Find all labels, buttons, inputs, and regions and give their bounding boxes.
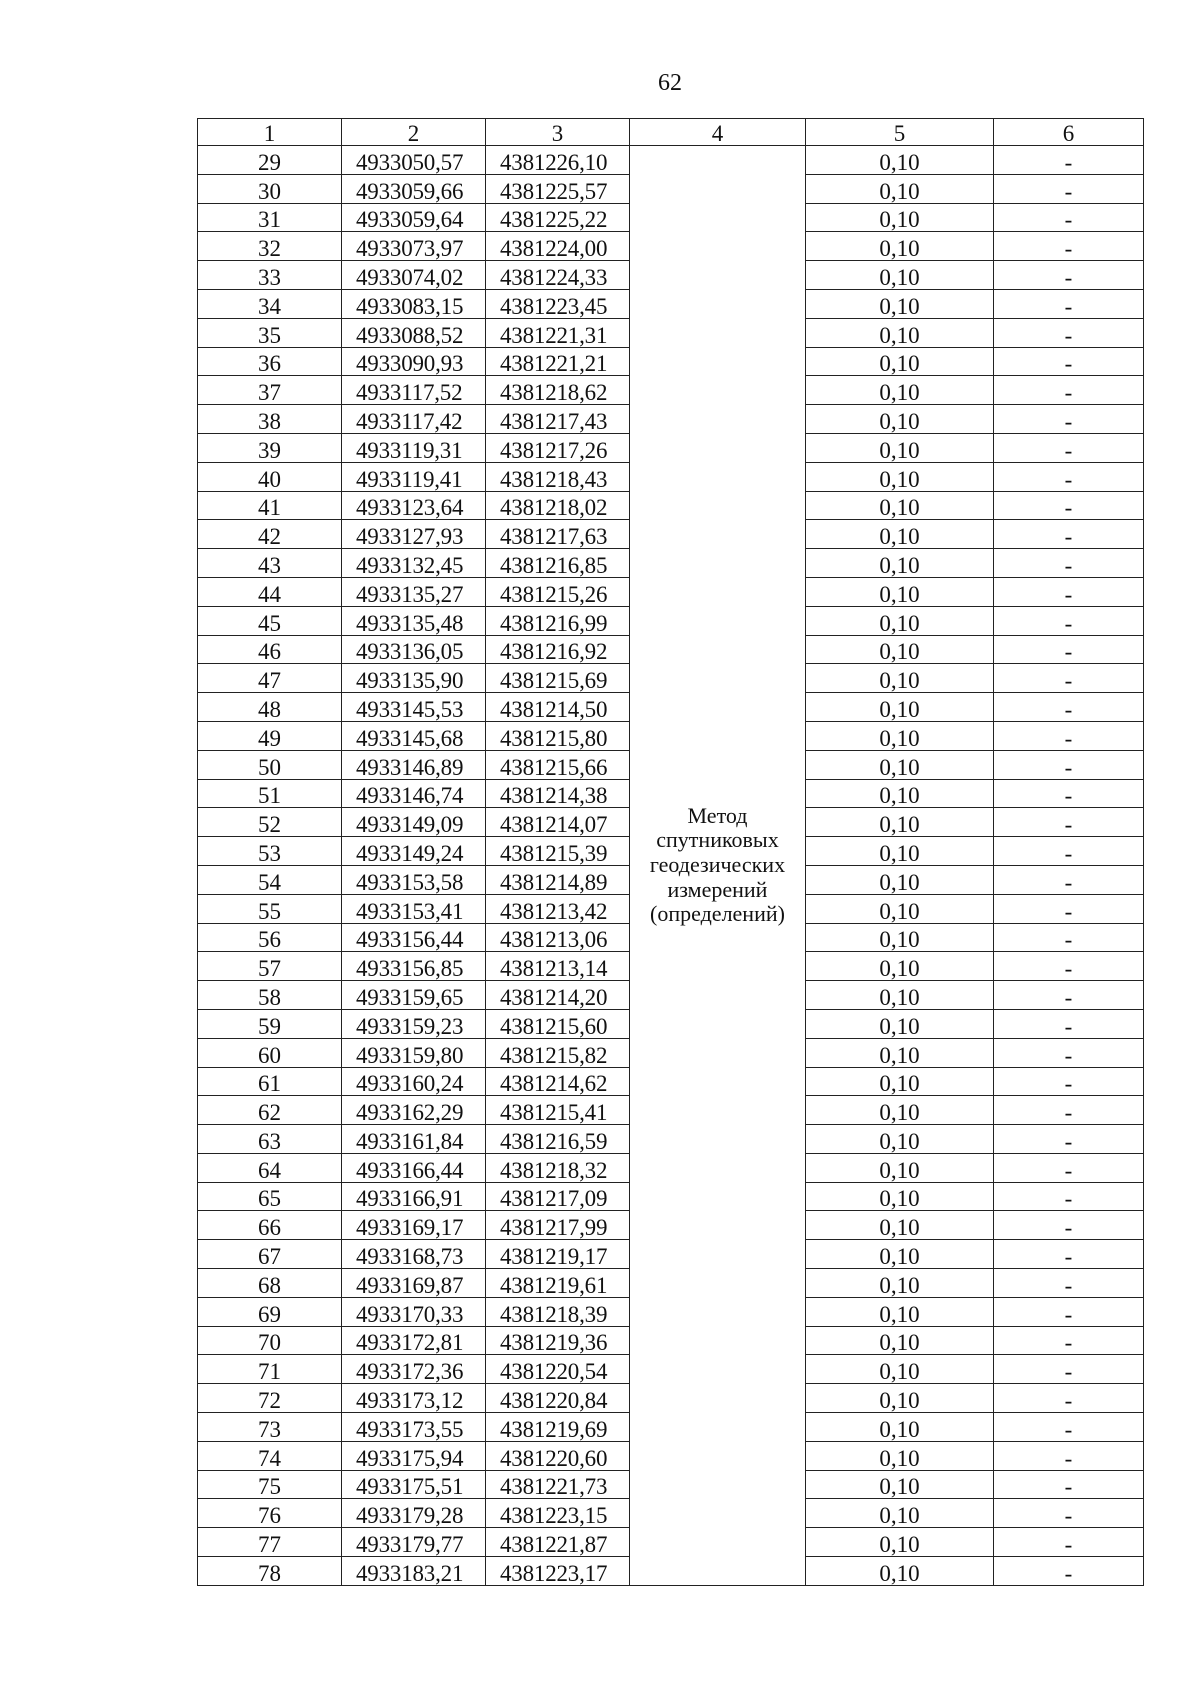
y-coordinate-cell: 4381217,26	[486, 433, 630, 462]
x-coordinate-cell: 4933175,51	[342, 1470, 486, 1499]
note-cell: -	[994, 1211, 1144, 1240]
header-row	[198, 119, 1144, 146]
point-number-cell: 54	[198, 865, 342, 894]
x-coordinate-cell: 4933179,77	[342, 1528, 486, 1557]
x-coordinate-cell: 4933172,81	[342, 1326, 486, 1355]
point-number-cell: 71	[198, 1355, 342, 1384]
point-number-cell: 57	[198, 952, 342, 981]
y-coordinate-cell: 4381216,92	[486, 635, 630, 664]
method-line: (определений)	[650, 901, 785, 927]
note-cell: -	[994, 1326, 1144, 1355]
accuracy-cell: 0,10	[806, 750, 994, 779]
accuracy-cell: 0,10	[806, 146, 994, 175]
method-cell	[630, 146, 806, 1586]
accuracy-cell: 0,10	[806, 1441, 994, 1470]
point-number-cell: 56	[198, 923, 342, 952]
note-cell: -	[994, 261, 1144, 290]
x-coordinate-cell: 4933059,66	[342, 174, 486, 203]
y-coordinate-cell: 4381214,50	[486, 693, 630, 722]
point-number-cell: 35	[198, 318, 342, 347]
point-number-cell: 38	[198, 405, 342, 434]
point-number-cell: 49	[198, 721, 342, 750]
x-coordinate-cell: 4933159,80	[342, 1038, 486, 1067]
y-coordinate-cell: 4381226,10	[486, 146, 630, 175]
y-coordinate-cell: 4381217,99	[486, 1211, 630, 1240]
point-number-cell: 40	[198, 462, 342, 491]
y-coordinate-cell: 4381218,43	[486, 462, 630, 491]
y-coordinate-cell: 4381213,42	[486, 894, 630, 923]
note-cell: -	[994, 952, 1144, 981]
y-coordinate-cell: 4381215,60	[486, 1009, 630, 1038]
header-col-5: 5	[806, 119, 994, 146]
x-coordinate-cell: 4933146,74	[342, 779, 486, 808]
point-number-cell: 36	[198, 347, 342, 376]
method-line: измерений	[667, 876, 768, 902]
accuracy-cell: 0,10	[806, 664, 994, 693]
note-cell: -	[994, 318, 1144, 347]
accuracy-cell: 0,10	[806, 1470, 994, 1499]
point-number-cell: 66	[198, 1211, 342, 1240]
accuracy-cell: 0,10	[806, 1557, 994, 1586]
point-number-cell: 73	[198, 1413, 342, 1442]
point-number-cell: 58	[198, 981, 342, 1010]
point-number-cell: 37	[198, 376, 342, 405]
x-coordinate-cell: 4933160,24	[342, 1067, 486, 1096]
point-number-cell: 33	[198, 261, 342, 290]
y-coordinate-cell: 4381218,32	[486, 1153, 630, 1182]
note-cell: -	[994, 1240, 1144, 1269]
note-cell: -	[994, 981, 1144, 1010]
y-coordinate-cell: 4381223,15	[486, 1499, 630, 1528]
note-cell: -	[994, 1096, 1144, 1125]
x-coordinate-cell: 4933145,68	[342, 721, 486, 750]
y-coordinate-cell: 4381218,02	[486, 491, 630, 520]
point-number-cell: 43	[198, 549, 342, 578]
x-coordinate-cell: 4933059,64	[342, 203, 486, 232]
x-coordinate-cell: 4933135,90	[342, 664, 486, 693]
note-cell: -	[994, 808, 1144, 837]
point-number-cell: 62	[198, 1096, 342, 1125]
accuracy-cell: 0,10	[806, 1211, 994, 1240]
point-number-cell: 61	[198, 1067, 342, 1096]
note-cell: -	[994, 203, 1144, 232]
accuracy-cell: 0,10	[806, 1067, 994, 1096]
point-number-cell: 69	[198, 1297, 342, 1326]
accuracy-cell: 0,10	[806, 1326, 994, 1355]
point-number-cell: 53	[198, 837, 342, 866]
y-coordinate-cell: 4381214,89	[486, 865, 630, 894]
note-cell: -	[994, 232, 1144, 261]
x-coordinate-cell: 4933159,65	[342, 981, 486, 1010]
note-cell: -	[994, 1470, 1144, 1499]
accuracy-cell: 0,10	[806, 318, 994, 347]
point-number-cell: 32	[198, 232, 342, 261]
y-coordinate-cell: 4381225,57	[486, 174, 630, 203]
note-cell: -	[994, 289, 1144, 318]
point-number-cell: 47	[198, 664, 342, 693]
x-coordinate-cell: 4933183,21	[342, 1557, 486, 1586]
accuracy-cell: 0,10	[806, 894, 994, 923]
note-cell: -	[994, 1067, 1144, 1096]
header-col-4: 4	[630, 119, 806, 146]
x-coordinate-cell: 4933135,48	[342, 606, 486, 635]
point-number-cell: 63	[198, 1125, 342, 1154]
x-coordinate-cell: 4933166,44	[342, 1153, 486, 1182]
y-coordinate-cell: 4381215,39	[486, 837, 630, 866]
point-number-cell: 70	[198, 1326, 342, 1355]
note-cell: -	[994, 664, 1144, 693]
x-coordinate-cell: 4933074,02	[342, 261, 486, 290]
point-number-cell: 42	[198, 520, 342, 549]
x-coordinate-cell: 4933170,33	[342, 1297, 486, 1326]
y-coordinate-cell: 4381218,39	[486, 1297, 630, 1326]
point-number-cell: 41	[198, 491, 342, 520]
table-row	[198, 146, 1144, 175]
point-number-cell: 60	[198, 1038, 342, 1067]
page-number: 62	[658, 70, 682, 96]
note-cell: -	[994, 1153, 1144, 1182]
method-line: спутниковых	[656, 827, 779, 853]
y-coordinate-cell: 4381219,69	[486, 1413, 630, 1442]
header-col-6: 6	[994, 119, 1144, 146]
point-number-cell: 76	[198, 1499, 342, 1528]
accuracy-cell: 0,10	[806, 289, 994, 318]
y-coordinate-cell: 4381221,73	[486, 1470, 630, 1499]
accuracy-cell: 0,10	[806, 1038, 994, 1067]
accuracy-cell: 0,10	[806, 1009, 994, 1038]
y-coordinate-cell: 4381217,09	[486, 1182, 630, 1211]
x-coordinate-cell: 4933179,28	[342, 1499, 486, 1528]
note-cell: -	[994, 750, 1144, 779]
x-coordinate-cell: 4933175,94	[342, 1441, 486, 1470]
point-number-cell: 44	[198, 577, 342, 606]
note-cell: -	[994, 779, 1144, 808]
x-coordinate-cell: 4933153,41	[342, 894, 486, 923]
point-number-cell: 59	[198, 1009, 342, 1038]
note-cell: -	[994, 1009, 1144, 1038]
coordinates-table	[197, 118, 1144, 1586]
point-number-cell: 67	[198, 1240, 342, 1269]
note-cell: -	[994, 1125, 1144, 1154]
accuracy-cell: 0,10	[806, 203, 994, 232]
accuracy-cell: 0,10	[806, 865, 994, 894]
accuracy-cell: 0,10	[806, 1153, 994, 1182]
y-coordinate-cell: 4381219,36	[486, 1326, 630, 1355]
note-cell: -	[994, 923, 1144, 952]
accuracy-cell: 0,10	[806, 1413, 994, 1442]
accuracy-cell: 0,10	[806, 923, 994, 952]
method-line: Метод	[687, 802, 748, 828]
x-coordinate-cell: 4933083,15	[342, 289, 486, 318]
note-cell: -	[994, 635, 1144, 664]
y-coordinate-cell: 4381220,60	[486, 1441, 630, 1470]
y-coordinate-cell: 4381224,33	[486, 261, 630, 290]
note-cell: -	[994, 1269, 1144, 1298]
point-number-cell: 65	[198, 1182, 342, 1211]
x-coordinate-cell: 4933119,41	[342, 462, 486, 491]
note-cell: -	[994, 693, 1144, 722]
note-cell: -	[994, 1384, 1144, 1413]
y-coordinate-cell: 4381224,00	[486, 232, 630, 261]
x-coordinate-cell: 4933169,17	[342, 1211, 486, 1240]
accuracy-cell: 0,10	[806, 347, 994, 376]
accuracy-cell: 0,10	[806, 1125, 994, 1154]
x-coordinate-cell: 4933117,52	[342, 376, 486, 405]
point-number-cell: 34	[198, 289, 342, 318]
accuracy-cell: 0,10	[806, 261, 994, 290]
y-coordinate-cell: 4381218,62	[486, 376, 630, 405]
y-coordinate-cell: 4381217,43	[486, 405, 630, 434]
accuracy-cell: 0,10	[806, 1269, 994, 1298]
table-body	[198, 146, 1144, 1586]
point-number-cell: 31	[198, 203, 342, 232]
y-coordinate-cell: 4381216,99	[486, 606, 630, 635]
point-number-cell: 64	[198, 1153, 342, 1182]
point-number-cell: 68	[198, 1269, 342, 1298]
x-coordinate-cell: 4933172,36	[342, 1355, 486, 1384]
point-number-cell: 75	[198, 1470, 342, 1499]
note-cell: -	[994, 405, 1144, 434]
note-cell: -	[994, 865, 1144, 894]
x-coordinate-cell: 4933050,57	[342, 146, 486, 175]
y-coordinate-cell: 4381215,82	[486, 1038, 630, 1067]
x-coordinate-cell: 4933088,52	[342, 318, 486, 347]
accuracy-cell: 0,10	[806, 433, 994, 462]
point-number-cell: 48	[198, 693, 342, 722]
x-coordinate-cell: 4933127,93	[342, 520, 486, 549]
note-cell: -	[994, 376, 1144, 405]
accuracy-cell: 0,10	[806, 549, 994, 578]
point-number-cell: 50	[198, 750, 342, 779]
accuracy-cell: 0,10	[806, 721, 994, 750]
x-coordinate-cell: 4933073,97	[342, 232, 486, 261]
accuracy-cell: 0,10	[806, 405, 994, 434]
x-coordinate-cell: 4933162,29	[342, 1096, 486, 1125]
x-coordinate-cell: 4933146,89	[342, 750, 486, 779]
accuracy-cell: 0,10	[806, 837, 994, 866]
x-coordinate-cell: 4933135,27	[342, 577, 486, 606]
y-coordinate-cell: 4381217,63	[486, 520, 630, 549]
note-cell: -	[994, 433, 1144, 462]
x-coordinate-cell: 4933149,09	[342, 808, 486, 837]
note-cell: -	[994, 1182, 1144, 1211]
accuracy-cell: 0,10	[806, 1384, 994, 1413]
note-cell: -	[994, 894, 1144, 923]
y-coordinate-cell: 4381214,38	[486, 779, 630, 808]
y-coordinate-cell: 4381213,06	[486, 923, 630, 952]
note-cell: -	[994, 1297, 1144, 1326]
point-number-cell: 45	[198, 606, 342, 635]
accuracy-cell: 0,10	[806, 232, 994, 261]
y-coordinate-cell: 4381219,61	[486, 1269, 630, 1298]
y-coordinate-cell: 4381220,84	[486, 1384, 630, 1413]
note-cell: -	[994, 491, 1144, 520]
accuracy-cell: 0,10	[806, 635, 994, 664]
accuracy-cell: 0,10	[806, 1240, 994, 1269]
y-coordinate-cell: 4381213,14	[486, 952, 630, 981]
x-coordinate-cell: 4933149,24	[342, 837, 486, 866]
y-coordinate-cell: 4381223,45	[486, 289, 630, 318]
note-cell: -	[994, 1499, 1144, 1528]
point-number-cell: 72	[198, 1384, 342, 1413]
accuracy-cell: 0,10	[806, 606, 994, 635]
note-cell: -	[994, 577, 1144, 606]
header-col-2: 2	[342, 119, 486, 146]
accuracy-cell: 0,10	[806, 491, 994, 520]
x-coordinate-cell: 4933173,55	[342, 1413, 486, 1442]
y-coordinate-cell: 4381216,59	[486, 1125, 630, 1154]
x-coordinate-cell: 4933136,05	[342, 635, 486, 664]
accuracy-cell: 0,10	[806, 952, 994, 981]
y-coordinate-cell: 4381214,07	[486, 808, 630, 837]
accuracy-cell: 0,10	[806, 462, 994, 491]
note-cell: -	[994, 146, 1144, 175]
accuracy-cell: 0,10	[806, 577, 994, 606]
y-coordinate-cell: 4381223,17	[486, 1557, 630, 1586]
x-coordinate-cell: 4933156,44	[342, 923, 486, 952]
x-coordinate-cell: 4933156,85	[342, 952, 486, 981]
x-coordinate-cell: 4933161,84	[342, 1125, 486, 1154]
note-cell: -	[994, 837, 1144, 866]
accuracy-cell: 0,10	[806, 1096, 994, 1125]
y-coordinate-cell: 4381214,20	[486, 981, 630, 1010]
accuracy-cell: 0,10	[806, 1499, 994, 1528]
x-coordinate-cell: 4933123,64	[342, 491, 486, 520]
y-coordinate-cell: 4381215,80	[486, 721, 630, 750]
note-cell: -	[994, 1557, 1144, 1586]
point-number-cell: 74	[198, 1441, 342, 1470]
y-coordinate-cell: 4381225,22	[486, 203, 630, 232]
accuracy-cell: 0,10	[806, 376, 994, 405]
note-cell: -	[994, 1441, 1144, 1470]
note-cell: -	[994, 606, 1144, 635]
y-coordinate-cell: 4381215,41	[486, 1096, 630, 1125]
y-coordinate-cell: 4381215,26	[486, 577, 630, 606]
note-cell: -	[994, 174, 1144, 203]
accuracy-cell: 0,10	[806, 520, 994, 549]
x-coordinate-cell: 4933166,91	[342, 1182, 486, 1211]
point-number-cell: 39	[198, 433, 342, 462]
accuracy-cell: 0,10	[806, 981, 994, 1010]
y-coordinate-cell: 4381221,21	[486, 347, 630, 376]
note-cell: -	[994, 1413, 1144, 1442]
y-coordinate-cell: 4381215,69	[486, 664, 630, 693]
note-cell: -	[994, 721, 1144, 750]
point-number-cell: 55	[198, 894, 342, 923]
method-line: геодезических	[649, 852, 786, 878]
x-coordinate-cell: 4933090,93	[342, 347, 486, 376]
accuracy-cell: 0,10	[806, 1355, 994, 1384]
y-coordinate-cell: 4381215,66	[486, 750, 630, 779]
note-cell: -	[994, 1038, 1144, 1067]
y-coordinate-cell: 4381219,17	[486, 1240, 630, 1269]
y-coordinate-cell: 4381214,62	[486, 1067, 630, 1096]
x-coordinate-cell: 4933145,53	[342, 693, 486, 722]
note-cell: -	[994, 1355, 1144, 1384]
point-number-cell: 52	[198, 808, 342, 837]
accuracy-cell: 0,10	[806, 1528, 994, 1557]
header-col-3: 3	[486, 119, 630, 146]
accuracy-cell: 0,10	[806, 174, 994, 203]
note-cell: -	[994, 549, 1144, 578]
accuracy-cell: 0,10	[806, 808, 994, 837]
point-number-cell: 78	[198, 1557, 342, 1586]
header-col-1: 1	[198, 119, 342, 146]
point-number-cell: 30	[198, 174, 342, 203]
x-coordinate-cell: 4933169,87	[342, 1269, 486, 1298]
accuracy-cell: 0,10	[806, 693, 994, 722]
point-number-cell: 46	[198, 635, 342, 664]
x-coordinate-cell: 4933117,42	[342, 405, 486, 434]
accuracy-cell: 0,10	[806, 1182, 994, 1211]
note-cell: -	[994, 520, 1144, 549]
accuracy-cell: 0,10	[806, 1297, 994, 1326]
note-cell: -	[994, 347, 1144, 376]
accuracy-cell: 0,10	[806, 779, 994, 808]
point-number-cell: 29	[198, 146, 342, 175]
y-coordinate-cell: 4381216,85	[486, 549, 630, 578]
x-coordinate-cell: 4933132,45	[342, 549, 486, 578]
y-coordinate-cell: 4381221,87	[486, 1528, 630, 1557]
note-cell: -	[994, 1528, 1144, 1557]
y-coordinate-cell: 4381220,54	[486, 1355, 630, 1384]
x-coordinate-cell: 4933153,58	[342, 865, 486, 894]
note-cell: -	[994, 462, 1144, 491]
point-number-cell: 77	[198, 1528, 342, 1557]
x-coordinate-cell: 4933159,23	[342, 1009, 486, 1038]
x-coordinate-cell: 4933168,73	[342, 1240, 486, 1269]
x-coordinate-cell: 4933119,31	[342, 433, 486, 462]
y-coordinate-cell: 4381221,31	[486, 318, 630, 347]
x-coordinate-cell: 4933173,12	[342, 1384, 486, 1413]
point-number-cell: 51	[198, 779, 342, 808]
